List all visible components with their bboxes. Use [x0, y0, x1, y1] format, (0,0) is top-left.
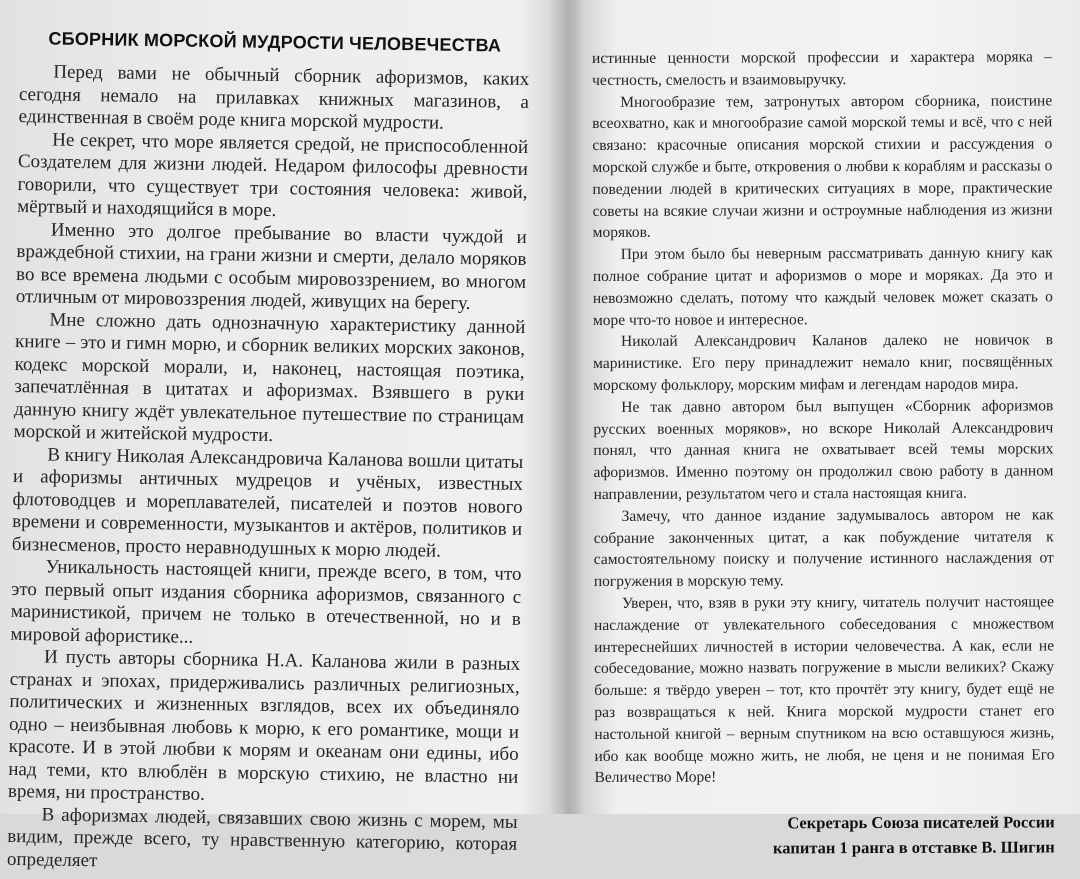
left-page [6, 0, 550, 871]
right-paragraph-5: Замечу, что данное издание задумывалось автором не как собрание законченных цитат, а как побуждение читателя к самостоятельному поиску и получение истинного наслаждения от погружения в морскую тему. [593, 506, 1054, 591]
signature-name: капитан 1 ранга в отставке В. Шигин [772, 837, 1055, 858]
right-paragraph-4: Не так давно автором был выпущен «Сборник афоризмов русских военных моряков», но вскоре Николай Александрович понял, что данная книга не охватывает всей темы морских афоризмов. Именно поэтому он продолжил свою работу в данном направлении, результатом чего и стала настоящая книга. [593, 397, 1054, 503]
left-paragraph-2: Не секрет, что море является средой, не приспособленной Создателем для жизни людей. Недаром философы древности говорили, что существует три состояния человека: живой, мёртвый и находящийся в море. [17, 129, 529, 222]
left-paragraph-7: И пусть авторы сборника Н.А. Каланова жили в разных странах и эпохах, придерживались различных религиозных, политических и жизненных взглядов, всех их объединяло одно – неизбывная любовь к морю, к его романтике, мощи и красоте. И в этой любви к морям и океанам они едины, ибо над теми, кто влюблён в морскую стихию, не властно ни время, ни пространство. [7, 646, 521, 805]
right-page [582, 0, 1072, 858]
signature-position: Секретарь Союза писателей России [787, 812, 1055, 833]
right-paragraph-1: Многообразие тем, затронутых автором сборника, поистине всеохватно, как и многообразие самой морской темы и всё, что с ней связано: красочные описания морской стихии и рассуждения о морской службе и быте, откровения о любви к кораблям и рассказы о поведении людей в критических ситуациях в море, практические советы на всякие случаи жизни и остроумные наблюдения из жизни моряков. [592, 91, 1053, 242]
left-paragraph-6: Уникальность настоящей книги, прежде всего, в том, что это первый опыт издания сборника афоризмов, связанного с маринистикой, причем не только в отечественной, но и в мировой афористике... [10, 556, 522, 648]
page-title: СБОРНИК МОРСКОЙ МУДРОСТИ ЧЕЛОВЕЧЕСТВА [48, 28, 502, 56]
left-text-column [7, 28, 530, 879]
right-continuation: истинные ценности морской профессии и характера моряка – честность, смелость и взаимовыручку. [592, 48, 1053, 89]
right-paragraph-3: Николай Александрович Каланов далеко не новичок в маринистике. Его перу принадлежит немало книг, посвящённых морскому фольклору, морским мифам и легендам народов мира. [593, 331, 1054, 394]
left-paragraph-3: Именно это долгое пребывание во власти чуждой и враждебной стихии, на грани жизни и смерти, делало моряков во все времена людьми с особым мировоззрением, во многом отличным от мировоззрения людей, живущих на берегу. [15, 219, 527, 315]
signature-block [595, 809, 1055, 861]
left-paragraph-4: Мне сложно дать однозначную характеристику данной книге – это и гимн морю, и сборник великих морских законов, кодекс морской морали, и, наконец, настоящая поэтика, запечатлённая в цитатах и афоризмах. Взявшего в руки данную книгу ждёт увлекательное путешествие по страницам морской и житейской мудрости. [13, 308, 526, 447]
right-paragraph-6: Уверен, что, взяв в руки эту книгу, читатель получит настоящее наслаждение от увлекательного собеседования с множеством интереснейших личностей в истории человечества. А как, если не собеседование, можно назвать погружение в мысли великих? Скажу больше: я твёрдо уверен – тот, кто прочтёт эту книгу, будет ещё не раз возвращаться к ней. Книга морской мудрости станет его настольной книгой – верным спутником на всю оставшуюся жизнь, ибо как вообще можно жить, не любя, не ценя и не понимая Его Величество Море! [593, 593, 1055, 787]
right-text-column [592, 46, 1055, 861]
left-paragraph-8: В афоризмах людей, связавших свою жизнь с морем, мы видим, прежде всего, ту нравственную категорию, которая определяет [6, 803, 518, 871]
left-paragraph-5: В книгу Николая Александровича Каланова вошли цитаты и афоризмы античных мудрецов и учёных, известных флотоводцев и мореплавателей, писателей и поэтов нового времени и современности, музыкантов и актёров, политиков и бизнесменов, просто неравнодушных к морю людей. [11, 443, 524, 562]
book-gutter [548, 0, 584, 814]
right-paragraph-2: При этом было бы неверным рассматривать данную книгу как полное собрание цитат и афоризмов о море и моряках. Да это и невозможно сделать, потому что каждый человек может сказать о море что-то новое и интересное. [592, 244, 1053, 329]
left-paragraph-1: Перед вами не обычный сборник афоризмов, каких сегодня немало на прилавках книжных магазинов, а единственная в своём роде книга морской мудрости. [18, 61, 530, 134]
